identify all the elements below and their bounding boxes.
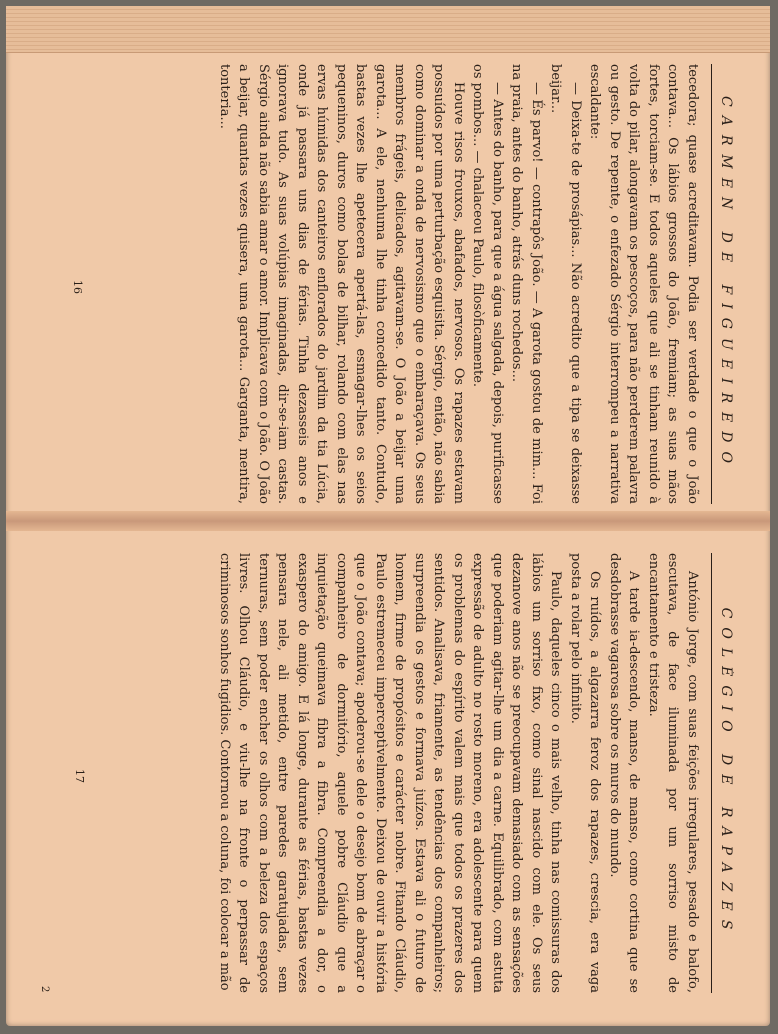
paragraph: Os ruídos, a algazarra feroz dos rapazes, crescia, era vaga posta a rolar pelo infinito.	[568, 553, 603, 993]
page-stack-edge	[6, 6, 770, 53]
page-number: 17	[73, 769, 86, 783]
running-head: CARMEN DE FIGUEIREDO	[711, 64, 734, 504]
paragraph: tecedora; quase acreditavam. Podia ser verdade o que o João contava... Os lábios grossos do João, fremiam; as suas mãos fortes, torciam-se. E todos aqueles que ali se tinham reunido à volta do pilar, alongavam os pescoços, para não perderem palavra ou gesto. De repente, o enfezado Sérgio interrompeu a narrativa escaldante:	[587, 64, 700, 504]
paragraph: A tarde ia-descendo, manso, de manso, como cortina que se desdobrasse vagarosa sobre os muros do mundo.	[607, 553, 642, 993]
body-text	[215, 64, 703, 504]
page-left	[6, 52, 770, 522]
body-text	[215, 553, 703, 993]
running-head: COLÉGIO DE RAPAZES	[711, 553, 734, 993]
page-number: 16	[71, 280, 84, 294]
paragraph: — Deixa-te de prosápias... Não acredito que a tipa se deixasse beijar...	[548, 64, 583, 504]
book-gutter	[6, 511, 770, 531]
open-book	[6, 6, 770, 1026]
paragraph: Paulo, daqueles cinco o mais velho, tinha nas comissuras dos lábios um sorriso fixo, como sinal nascido com ele. Os seus dezanove anos não se preocupavam demasiado com as sensações que poderiam agitar-lhe um dia a carne. Equilibrado, com astuta expressão de adulto no rosto moreno, era adolescente para quem os problemas do espírito valem mais que todos os prazeres dos sentidos. Analisava, friamente, as tendências dos companheiros; surpreendia os gestos e formava juízos. Estava ali o futuro de homem, firme de propósitos e carácter nobre. Fitando Cláudio, Paulo estremeceu imperceptìvelmente. Deixou de ouvir a história que o João contava; apoderou-se dele o desejo bom de abraçar o companheiro de dormitório, aquele pobre Cláudio que a inquietação queimava fibra a fibra. Compreendia a dor, o exaspero do amigo. E lá longe, durante as férias, bastas vezes pensara nele, ali metido, entre paredes garatujadas, sem ternuras, sem poder encher os olhos com a beleza dos espaços livres. Olhou Cláudio, e viu-lhe na fronte o perpassar de criminosos sonhos fugidios. Contornou a coluna, foi colocar a mão	[217, 553, 564, 993]
paragraph: — És parvo! — contrapôs João. — A garota gostou de mim... Foi na praia, antes do banho, atrás duns rochedos...	[509, 64, 544, 504]
paragraph: Houve risos frouxos, abafados, nervosos. Os rapazes estavam possuídos por uma perturbação esquisita. Sérgio, então, não sabia como dominar a onda de nervosismo que o embaraçava. Os seus membros frágeis, delicados, agitavam-se. O João a beijar uma garota... A ele, nenhuma lhe tinha concedido tanto. Contudo, bastas vezes lhe apetecera apertá-las, esmagar-lhes os seios pequeninos, duros como bolas de bilhar, rolando com elas nas ervas húmidas dos canteiros enflorados do jardim da tia Lúcia, onde já passara uns dias de férias. Tinha dezasseis anos e ignorava tudo. As suas volúpias imaginadas, dir-se-iam castas. Sérgio ainda não sabia amar o amor. Implicava com o João. O João a beijar, quantas vezes quisera, uma garota... Garganta, mentira, tonteria...	[217, 64, 466, 504]
paragraph: António Jorge, com suas feições irregulares, pesado e balofo, escutava, de face iluminada por um sorriso misto de encantamento e tristeza.	[646, 553, 700, 993]
signature-mark: 2	[39, 986, 50, 993]
page-right	[6, 541, 770, 1011]
paragraph: — Antes do banho, para que a água salgada, depois, purificasse os pombos... — chalaceou Paulo, filosòficamente.	[470, 64, 505, 504]
